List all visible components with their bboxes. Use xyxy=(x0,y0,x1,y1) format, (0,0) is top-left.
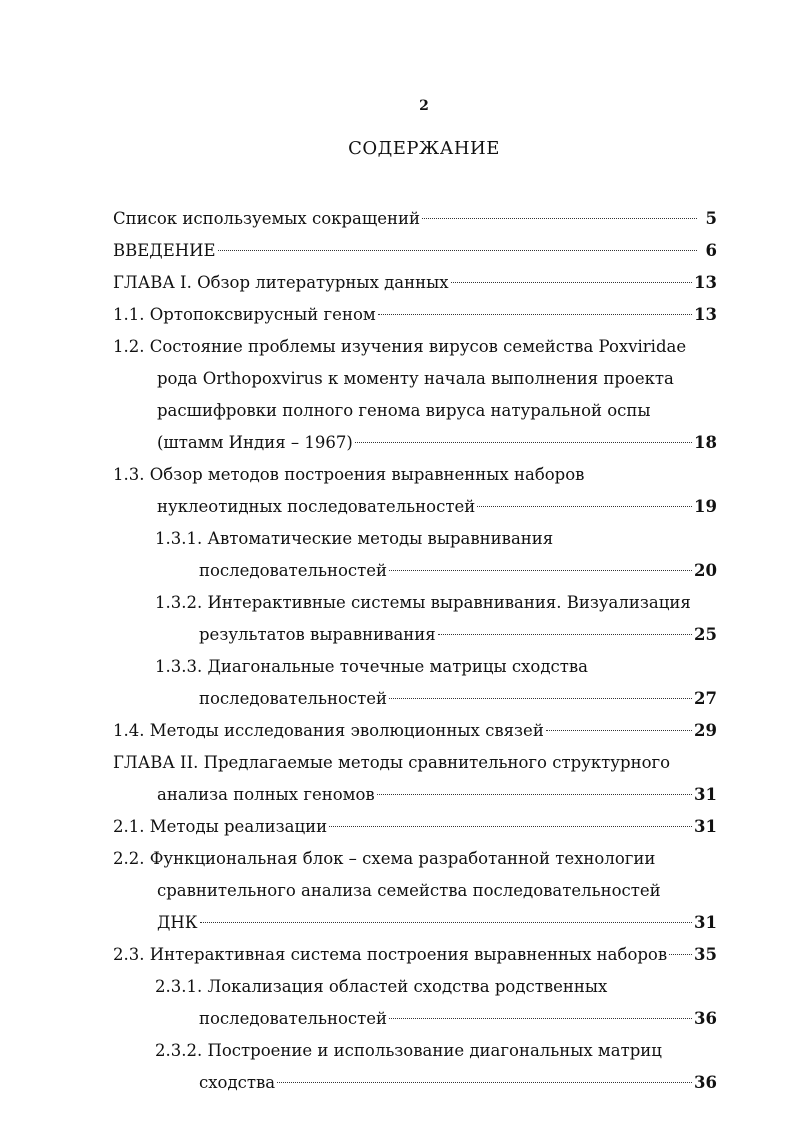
toc-entry-1-3-3-line-2[interactable] xyxy=(113,683,717,715)
toc-entry-text: последовательностей xyxy=(199,689,388,708)
toc-entry-page: 36 xyxy=(694,1009,717,1028)
dot-leader xyxy=(389,1018,692,1019)
toc-entry-1-2-line-4[interactable] xyxy=(113,427,717,459)
toc-entry-1-3-1-line-2[interactable] xyxy=(113,555,717,587)
toc-entry-text: 2.1. Методы реализации xyxy=(113,817,328,836)
toc-entry-abbreviations[interactable] xyxy=(113,203,717,235)
dot-leader xyxy=(200,922,692,923)
toc-entry-page: 25 xyxy=(694,625,717,644)
toc-entry-1-2-line-3 xyxy=(113,395,717,427)
toc-entry-2-2-line-2 xyxy=(113,875,717,907)
toc-title: СОДЕРЖАНИЕ xyxy=(348,138,500,159)
toc-entry-page: 20 xyxy=(694,561,717,580)
toc-entry-text: ДНК xyxy=(157,913,198,932)
toc-entry-page: 27 xyxy=(694,689,717,708)
toc-entry-1-3-2-line-1[interactable] xyxy=(113,587,717,619)
dot-leader xyxy=(546,730,692,731)
toc-entry-text: сходства xyxy=(199,1073,276,1092)
toc-entry-2-3-2-line-2[interactable] xyxy=(113,1067,717,1099)
toc-entry-page: 6 xyxy=(705,241,717,260)
toc-entry-2-3-2-line-1[interactable] xyxy=(113,1035,717,1067)
toc-entry-page: 35 xyxy=(694,945,717,964)
toc-entry-page: 13 xyxy=(694,305,717,324)
toc-entry-text: 1.3.3. Диагональные точечные матрицы сходства xyxy=(155,657,589,676)
toc-entry-page: 36 xyxy=(694,1073,717,1092)
toc-entry-1-3-line-2[interactable] xyxy=(113,491,717,523)
toc-entry-text: 1.3.1. Автоматические методы выравнивания xyxy=(155,529,554,548)
toc-entry-text: последовательностей xyxy=(199,561,388,580)
toc-entry-chapter-1[interactable] xyxy=(113,267,717,299)
toc-entry-2-2-line-3[interactable] xyxy=(113,907,717,939)
table-of-contents xyxy=(113,203,717,1099)
toc-entry-text: 1.1. Ортопоксвирусный геном xyxy=(113,305,376,324)
page-number: 2 xyxy=(419,98,429,114)
toc-entry-1-1[interactable] xyxy=(113,299,717,331)
toc-entry-1-3-1-line-1[interactable] xyxy=(113,523,717,555)
toc-entry-text: 2.3.1. Локализация областей сходства родственных xyxy=(155,977,608,996)
toc-entry-1-3-3-line-1[interactable] xyxy=(113,651,717,683)
toc-entry-text: нуклеотидных последовательностей xyxy=(157,497,476,516)
toc-entry-1-2-line-2 xyxy=(113,363,717,395)
toc-entry-1-4[interactable] xyxy=(113,715,717,747)
toc-entry-introduction[interactable] xyxy=(113,235,717,267)
toc-entry-text: 2.3.2. Построение и использование диагональных матриц xyxy=(155,1041,662,1060)
dot-leader xyxy=(669,954,692,955)
dot-leader xyxy=(477,506,692,507)
dot-leader xyxy=(377,794,692,795)
toc-entry-text: последовательностей xyxy=(199,1009,388,1028)
toc-entry-text: анализа полных геномов xyxy=(157,785,375,804)
toc-entry-text: (штамм Индия – 1967) xyxy=(157,433,353,452)
toc-entry-page: 31 xyxy=(694,817,717,836)
toc-entry-1-3-line-1[interactable] xyxy=(113,459,717,491)
dot-leader xyxy=(355,442,692,443)
toc-entry-text: рода Orthopoxvirus к моменту начала выполнения проекта xyxy=(157,369,674,388)
toc-entry-chapter-2-line-2[interactable] xyxy=(113,779,717,811)
toc-entry-1-2-line-1[interactable] xyxy=(113,331,717,363)
toc-entry-page: 19 xyxy=(694,497,717,516)
toc-entry-text: 1.4. Методы исследования эволюционных связей xyxy=(113,721,544,740)
toc-entry-text: ГЛАВА I. Обзор литературных данных xyxy=(113,273,449,292)
dot-leader xyxy=(438,634,692,635)
dot-leader xyxy=(389,698,692,699)
toc-entry-text: 1.2. Состояние проблемы изучения вирусов семейства Poxviridae xyxy=(113,337,687,356)
toc-entry-text: 1.3. Обзор методов построения выравненных наборов xyxy=(113,465,585,484)
toc-entry-text: расшифровки полного генома вируса натуральной оспы xyxy=(157,401,651,420)
dot-leader xyxy=(389,570,692,571)
toc-entry-text: ГЛАВА II. Предлагаемые методы сравнительного структурного xyxy=(113,753,671,772)
toc-entry-2-3[interactable] xyxy=(113,939,717,971)
toc-entry-2-3-1-line-2[interactable] xyxy=(113,1003,717,1035)
toc-entry-page: 29 xyxy=(694,721,717,740)
toc-entry-text: 1.3.2. Интерактивные системы выравнивания. Визуализация xyxy=(155,593,691,612)
toc-entry-2-3-1-line-1[interactable] xyxy=(113,971,717,1003)
dot-leader xyxy=(378,314,692,315)
toc-entry-page: 31 xyxy=(694,913,717,932)
toc-entry-chapter-2-line-1[interactable] xyxy=(113,747,717,779)
toc-entry-text: Список используемых сокращений xyxy=(113,209,420,228)
dot-leader xyxy=(329,826,692,827)
toc-entry-text: ВВЕДЕНИЕ xyxy=(113,241,216,260)
dot-leader xyxy=(422,218,697,219)
toc-entry-text: сравнительного анализа семейства последовательностей xyxy=(157,881,661,900)
toc-entry-text: 2.2. Функциональная блок – схема разработанной технологии xyxy=(113,849,656,868)
toc-entry-page: 31 xyxy=(694,785,717,804)
toc-entry-page: 18 xyxy=(694,433,717,452)
dot-leader xyxy=(277,1082,692,1083)
toc-entry-2-1[interactable] xyxy=(113,811,717,843)
dot-leader xyxy=(451,282,692,283)
dot-leader xyxy=(218,250,697,251)
toc-entry-page: 13 xyxy=(694,273,717,292)
toc-entry-text: 2.3. Интерактивная система построения выравненных наборов xyxy=(113,945,668,964)
toc-entry-2-2-line-1[interactable] xyxy=(113,843,717,875)
toc-entry-page: 5 xyxy=(705,209,717,228)
toc-entry-1-3-2-line-2[interactable] xyxy=(113,619,717,651)
toc-entry-text: результатов выравнивания xyxy=(199,625,436,644)
